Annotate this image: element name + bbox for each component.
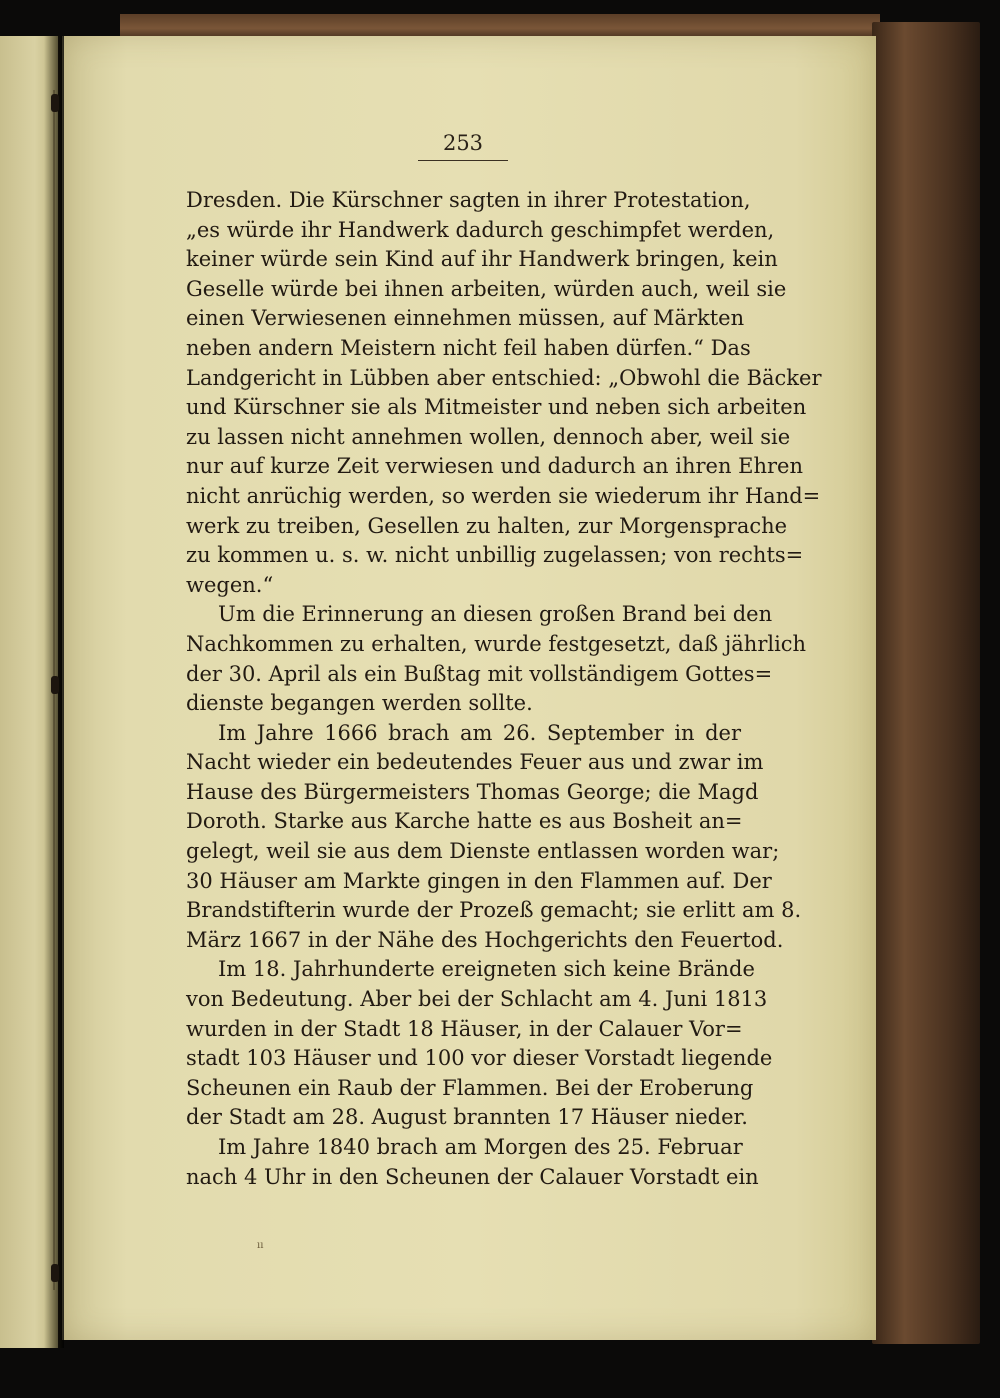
text-line: keiner würde sein Kind auf ihr Handwerk bringen, kein <box>186 247 778 272</box>
text-line: der 30. April als ein Bußtag mit vollständigem Gottes= <box>186 661 773 686</box>
text-line: Nacht wieder ein bedeutendes Feuer aus und zwar im <box>186 750 764 775</box>
text-line: einen Verwiesenen einnehmen müssen, auf Märkten <box>186 306 745 331</box>
text-line: Nachkommen zu erhalten, wurde festgesetzt, daß jährlich <box>186 631 807 656</box>
text-line: Doroth. Starke aus Karche hatte es aus Bosheit an= <box>186 809 743 834</box>
text-line: Geselle würde bei ihnen arbeiten, würden auch, weil sie <box>186 276 787 301</box>
text-line: gelegt, weil sie aus dem Dienste entlassen worden war; <box>186 839 780 864</box>
text-line: nach 4 Uhr in den Scheunen der Calauer Vorstadt ein <box>186 1164 759 1189</box>
text-line: Im Jahre 1666 brach am 26. September in der <box>218 720 741 745</box>
binding-stitch <box>51 676 59 694</box>
text-line: werk zu treiben, Gesellen zu halten, zur Morgensprache <box>186 513 788 538</box>
book-cover-top-edge <box>120 14 880 38</box>
book-cover-right-edge <box>872 22 980 1344</box>
body-text <box>186 186 822 1192</box>
binding-stitch <box>51 94 59 112</box>
text-line: Um die Erinnerung an diesen großen Brand bei den <box>218 602 773 627</box>
text-line: wegen.“ <box>186 572 274 597</box>
text-line: Im 18. Jahrhunderte ereigneten sich keine Brände <box>218 957 755 982</box>
text-line: der Stadt am 28. August brannten 17 Häuser nieder. <box>186 1105 748 1130</box>
text-line: wurden in der Stadt 18 Häuser, in der Calauer Vor= <box>186 1016 743 1041</box>
text-line: „es würde ihr Handwerk dadurch geschimpfet werden, <box>186 217 775 242</box>
text-line: Dresden. Die Kürschner sagten in ihrer Protestation, <box>186 188 751 212</box>
text-line: zu kommen u. s. w. nicht unbillig zugelassen; von rechts= <box>186 543 804 568</box>
text-line: 30 Häuser am Markte gingen in den Flammen auf. Der <box>186 868 772 893</box>
binding-stitch <box>51 1264 59 1282</box>
text-line: Scheunen ein Raub der Flammen. Bei der Eroberung <box>186 1075 754 1100</box>
text-line: und Kürschner sie als Mitmeister und neben sich arbeiten <box>186 395 807 420</box>
text-line: Brandstifterin wurde der Prozeß gemacht; sie erlitt am 8. <box>186 898 802 923</box>
text-line: Im Jahre 1840 brach am Morgen des 25. Februar <box>218 1135 743 1159</box>
text-line: nicht anrüchig werden, so werden sie wiederum ihr Hand= <box>186 483 821 508</box>
text-line: nur auf kurze Zeit verwiesen und dadurch an ihren Ehren <box>186 454 803 479</box>
ink-blemish: ıı <box>257 1240 264 1251</box>
text-line: Landgericht in Lübben aber entschied: „Obwohl die Bäcker <box>186 365 822 390</box>
text-line: von Bedeutung. Aber bei der Schlacht am 4. Juni 1813 <box>186 987 768 1012</box>
page-number: 253 <box>442 131 484 155</box>
text-line: neben andern Meistern nicht feil haben dürfen.“ Das <box>186 335 751 360</box>
text-line: Hause des Bürgermeisters Thomas George; die Magd <box>186 779 759 804</box>
text-line: März 1667 in der Nähe des Hochgerichts den Feuertod. <box>186 927 784 952</box>
page-number-rule <box>418 160 508 161</box>
text-line: dienste begangen werden sollte. <box>186 691 533 716</box>
text-line: zu lassen nicht annehmen wollen, dennoch aber, weil sie <box>186 424 791 449</box>
text-line: stadt 103 Häuser und 100 vor dieser Vorstadt liegende <box>186 1046 773 1071</box>
